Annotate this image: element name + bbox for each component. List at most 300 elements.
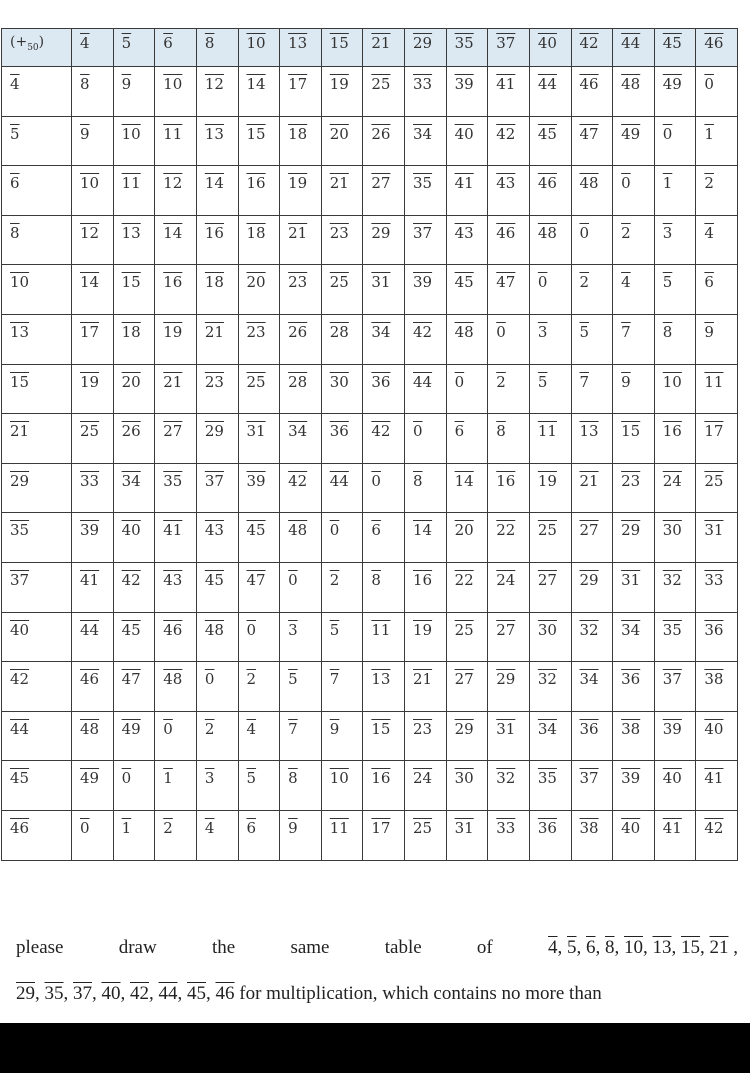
table-cell [72,67,114,117]
table-cell [113,810,155,860]
cell-value: 41 [163,521,183,540]
row-header-value: 35 [10,521,30,540]
cell-value: 8 [496,422,506,441]
table-cell [155,166,197,216]
table-cell [363,265,405,315]
table-cell [155,562,197,612]
cell-value: 0 [454,372,465,391]
column-header-cell [363,29,405,67]
table-cell [321,215,363,265]
cell-value: 13 [579,422,599,441]
cell-value: 21 [163,372,183,391]
cell-value: 0 [80,818,90,837]
column-header-cell [155,29,197,67]
table-cell [571,414,613,464]
bottom-black-bar [0,1023,750,1073]
table-cell [155,662,197,712]
row-header-cell [2,265,72,315]
cell-value: 2 [163,818,173,837]
table-cell [446,116,488,166]
table-cell [654,562,696,612]
table-cell [238,513,280,563]
row-header-value: 8 [10,223,20,242]
cell-value: 0 [204,670,215,689]
table-cell [113,662,155,712]
cell-value: 31 [704,521,724,540]
table-cell [238,364,280,414]
cell-value: 43 [496,174,516,193]
cell-value: 47 [246,570,266,589]
table-cell [488,265,530,315]
table-cell [446,612,488,662]
cell-value: 6 [371,521,381,540]
cell-value: 49 [621,124,641,143]
cell-value: 12 [80,223,100,242]
cell-value: 13 [204,124,224,143]
column-header-value: 13 [288,34,308,52]
table-cell [571,265,613,315]
table-cell [488,662,530,712]
table-row [2,562,738,612]
row-header-cell [2,761,72,811]
cell-value: 13 [371,670,391,689]
cell-value: 28 [288,372,308,391]
table-cell [696,364,738,414]
cell-value: 30 [537,620,557,639]
table-cell [613,711,655,761]
table-cell [613,265,655,315]
cell-value: 44 [80,620,100,639]
cell-value: 20 [121,372,141,391]
table-cell [488,414,530,464]
table-cell [155,810,197,860]
cell-value: 3 [537,322,548,341]
cell-value: 30 [662,521,682,540]
table-cell [613,414,655,464]
table-cell [363,314,405,364]
table-cell [280,67,322,117]
column-header-value: 46 [704,34,724,52]
column-header-cell [113,29,155,67]
table-cell [405,364,447,414]
cell-value: 11 [537,422,557,441]
table-cell [488,463,530,513]
table-cell [196,67,238,117]
table-cell [238,265,280,315]
table-cell [321,463,363,513]
row-header-cell [2,314,72,364]
cell-value: 41 [454,174,474,193]
cell-value: 20 [454,521,474,540]
column-header-cell [405,29,447,67]
table-cell [405,761,447,811]
cell-value: 7 [288,719,298,738]
cell-value: 38 [704,670,724,689]
table-cell [238,463,280,513]
table-cell [196,364,238,414]
table-cell [113,265,155,315]
cell-value: 48 [163,670,183,689]
table-cell [696,810,738,860]
table-cell [613,662,655,712]
row-header-cell [2,612,72,662]
cell-value: 44 [329,471,349,490]
cell-value: 23 [621,471,641,490]
table-cell [529,662,571,712]
table-cell [196,810,238,860]
table-cell [238,761,280,811]
cell-value: 49 [121,719,141,738]
table-cell [238,166,280,216]
table-cell [72,414,114,464]
table-cell [696,711,738,761]
table-cell [196,265,238,315]
table-cell [196,414,238,464]
cell-value: 31 [371,273,391,292]
table-cell [654,314,696,364]
cell-value: 36 [537,818,557,837]
table-cell [280,761,322,811]
table-cell [529,215,571,265]
cell-value: 5 [579,322,590,341]
table-cell [155,215,197,265]
cell-value: 41 [704,769,724,788]
cell-value: 42 [704,818,724,837]
cell-value: 35 [537,769,557,788]
cell-value: 45 [537,124,557,143]
cell-value: 43 [163,570,183,589]
table-cell [446,810,488,860]
cell-value: 7 [329,670,340,689]
cell-value: 17 [704,422,724,441]
cell-value: 39 [662,719,682,738]
column-header-value: 5 [121,34,132,52]
row-header-cell [2,166,72,216]
table-cell [155,761,197,811]
cell-value: 42 [371,422,391,441]
table-cell [654,711,696,761]
cell-value: 36 [371,372,391,391]
cell-value: 25 [246,372,266,391]
residue-value: 8 [605,937,615,958]
cell-value: 40 [704,719,724,738]
cell-value: 45 [121,620,141,639]
table-cell [363,761,405,811]
table-cell [280,711,322,761]
cell-value: 40 [621,818,641,837]
cell-value: 5 [537,372,548,391]
cell-value: 0 [621,174,631,193]
cell-value: 9 [329,719,340,738]
table-cell [321,314,363,364]
cell-value: 29 [204,422,224,441]
question-word: please [16,937,64,958]
column-header-value: 15 [329,34,349,52]
table-cell [571,364,613,414]
cell-value: 0 [329,521,340,540]
column-header-value: 21 [371,34,391,52]
table-row [2,166,738,216]
corner-close: ) [38,34,45,50]
residue-value: 35 [44,983,64,1004]
table-cell [363,513,405,563]
cell-value: 36 [621,670,641,689]
cell-value: 18 [121,322,141,341]
table-cell [196,166,238,216]
cell-value: 37 [413,223,433,242]
cell-value: 49 [80,769,100,788]
residue-value: 42 [130,983,149,1004]
table-cell [321,67,363,117]
cell-value: 14 [454,471,474,490]
table-row [2,463,738,513]
table-cell [613,612,655,662]
cell-value: 36 [329,422,349,441]
cell-value: 25 [329,273,349,292]
table-cell [405,513,447,563]
table-cell [72,463,114,513]
question-word: the [211,937,236,958]
row-header-value: 5 [10,124,20,143]
row-header-value: 21 [10,422,30,441]
cell-value: 45 [246,521,266,540]
table-row [2,364,738,414]
cell-value: 16 [204,223,224,242]
cell-value: 42 [496,124,516,143]
table-cell [654,761,696,811]
table-cell [72,364,114,414]
table-cell [363,463,405,513]
table-cell [155,116,197,166]
row-header-cell [2,414,72,464]
residue-value: 46 [215,983,235,1004]
column-header-cell [321,29,363,67]
table-cell [113,612,155,662]
table-row [2,265,738,315]
cell-value: 21 [204,322,224,341]
cell-value: 18 [246,223,266,242]
cell-value: 19 [413,620,433,639]
table-cell [654,364,696,414]
question-line-2: 29, 35, 37, 40, 42, 44, 45, 46 for multiplication, which contains no more than [16,983,602,1004]
residue-value: 6 [586,937,596,958]
cell-value: 29 [454,719,474,738]
cell-value: 11 [121,174,141,193]
table-cell [571,166,613,216]
table-row [2,67,738,117]
cell-value: 10 [121,124,141,143]
column-header-cell [613,29,655,67]
table-cell [113,513,155,563]
table-cell [446,67,488,117]
cell-value: 32 [537,670,557,689]
row-header-cell [2,562,72,612]
row-header-value: 45 [10,769,30,788]
cell-value: 6 [704,273,714,292]
cell-value: 42 [288,471,308,490]
table-cell [196,612,238,662]
cell-value: 23 [413,719,433,738]
table-cell [238,116,280,166]
table-cell [363,215,405,265]
table-cell [654,215,696,265]
table-cell [571,612,613,662]
table-corner-cell [2,29,72,67]
table-cell [321,810,363,860]
column-header-value: 44 [621,34,641,52]
corner-modulus: 50 [27,42,39,53]
table-cell [696,761,738,811]
table-cell [654,265,696,315]
table-cell [446,513,488,563]
table-cell [72,166,114,216]
table-cell [280,265,322,315]
cell-value: 16 [246,174,266,193]
table-cell [529,562,571,612]
cell-value: 2 [621,223,631,242]
cell-value: 33 [704,570,724,589]
table-cell [238,562,280,612]
cell-value: 39 [413,273,433,292]
table-cell [571,513,613,563]
cell-value: 15 [246,124,266,143]
cell-value: 29 [579,570,599,589]
cell-value: 34 [413,124,433,143]
cell-value: 34 [121,471,141,490]
table-cell [405,314,447,364]
table-cell [696,166,738,216]
cell-value: 9 [288,818,298,837]
table-cell [72,662,114,712]
cell-value: 13 [121,223,141,242]
cell-value: 31 [454,818,474,837]
cell-value: 5 [662,273,673,292]
cell-value: 21 [413,670,433,689]
cell-value: 16 [413,570,433,589]
cell-value: 21 [288,223,308,242]
cell-value: 22 [454,570,474,589]
cell-value: 2 [704,174,714,193]
cell-value: 39 [80,521,100,540]
corner-label: (+ [10,34,28,50]
row-header-value: 10 [10,273,30,292]
column-header-value: 6 [163,34,173,52]
table-cell [405,562,447,612]
table-cell [571,116,613,166]
cell-value: 35 [413,174,433,193]
cell-value: 48 [204,620,224,639]
column-header-cell [654,29,696,67]
cell-value: 48 [288,521,308,540]
cell-value: 12 [204,75,224,93]
cell-value: 19 [288,174,308,193]
table-cell [321,166,363,216]
table-cell [280,116,322,166]
cell-value: 14 [246,75,266,93]
cell-value: 27 [496,620,516,639]
cell-value: 47 [496,273,516,292]
table-cell [654,810,696,860]
table-cell [488,67,530,117]
cell-value: 2 [579,273,590,292]
cell-value: 0 [163,719,173,738]
column-header-value: 35 [454,34,474,52]
cell-value: 0 [662,124,673,143]
cell-value: 34 [371,322,391,341]
column-header-value: 29 [413,34,433,52]
cell-value: 25 [454,620,474,639]
table-cell [446,414,488,464]
table-cell [654,612,696,662]
table-cell [113,67,155,117]
table-cell [321,364,363,414]
table-cell [446,166,488,216]
cell-value: 44 [537,75,557,93]
table-cell [529,810,571,860]
table-cell [446,562,488,612]
table-cell [571,662,613,712]
cell-value: 14 [163,223,183,242]
cell-value: 14 [204,174,224,193]
table-cell [696,265,738,315]
table-cell [529,711,571,761]
table-cell [405,662,447,712]
cell-value: 42 [413,322,433,341]
table-cell [196,711,238,761]
cell-value: 29 [371,223,391,242]
table-cell [488,810,530,860]
table-cell [72,761,114,811]
row-header-value: 42 [10,670,30,689]
cell-value: 17 [80,322,100,341]
cell-value: 4 [246,719,257,738]
cell-value: 1 [121,818,132,837]
cell-value: 46 [163,620,183,639]
table-cell [155,612,197,662]
table-cell [113,711,155,761]
table-cell [405,116,447,166]
table-cell [446,711,488,761]
table-cell [488,314,530,364]
row-header-cell [2,711,72,761]
cell-value: 46 [537,174,557,193]
table-cell [405,810,447,860]
table-cell [488,116,530,166]
row-header-cell [2,662,72,712]
row-header-value: 4 [10,75,20,93]
cell-value: 11 [704,372,724,391]
cell-value: 33 [80,471,100,490]
table-cell [280,314,322,364]
table-cell [446,314,488,364]
residue-value: 45 [187,983,206,1004]
residue-value: 4 [548,937,558,958]
cell-value: 14 [413,521,433,540]
table-cell [113,215,155,265]
table-cell [280,414,322,464]
residue-value: 40 [101,983,121,1004]
table-cell [321,116,363,166]
cell-value: 23 [204,372,224,391]
cell-value: 0 [371,471,381,490]
cell-value: 4 [621,273,631,292]
cell-value: 17 [371,818,391,837]
cell-value: 0 [496,322,506,341]
row-header-cell [2,116,72,166]
table-cell [238,215,280,265]
column-header-cell [196,29,238,67]
table-cell [363,116,405,166]
